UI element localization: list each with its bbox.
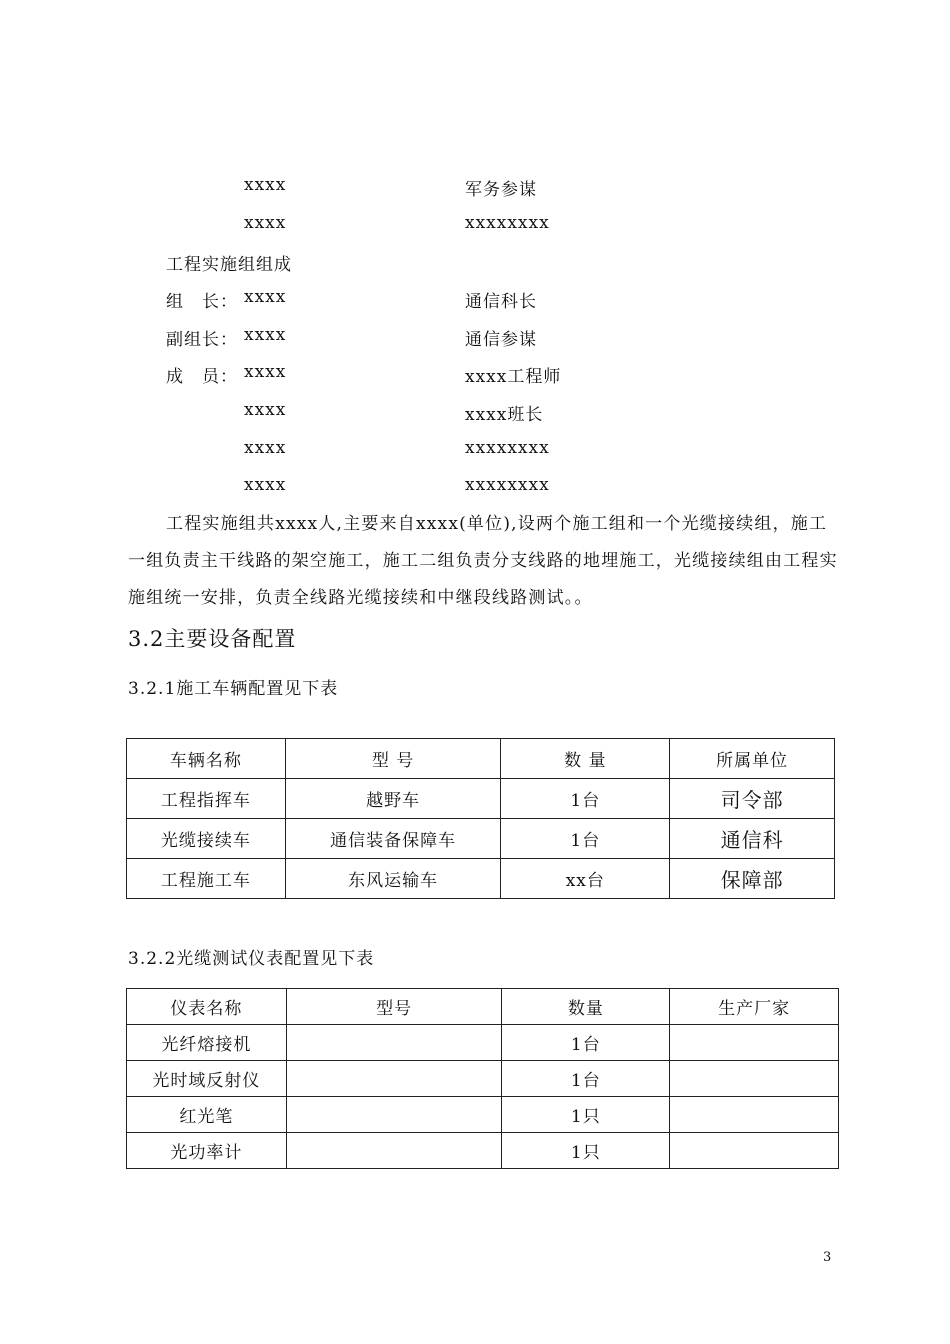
team-title: xxxx班长: [465, 405, 544, 425]
vehicle-table: [126, 738, 835, 899]
table-cell: [286, 1133, 502, 1169]
table-cell: [286, 1097, 502, 1133]
table-row: [127, 1025, 839, 1061]
table-cell: 司令部: [670, 779, 835, 819]
team-name: xxxx: [244, 287, 287, 307]
staff-name: xxxx: [244, 213, 287, 233]
table-cell: 光纤熔接机: [127, 1025, 287, 1061]
table-cell: 光缆接续车: [127, 819, 286, 859]
table-cell: [670, 1061, 839, 1097]
table-cell: [286, 1025, 502, 1061]
team-role: 组 长：: [166, 292, 238, 312]
team-title: xxxxxxxx: [465, 475, 550, 495]
header-cell: 型 号: [285, 739, 501, 779]
team-role: 副组长：: [166, 330, 238, 350]
table-row: [127, 779, 835, 819]
table-cell: 保障部: [670, 859, 835, 899]
table-cell: 工程施工车: [127, 859, 286, 899]
table-cell: 1只: [502, 1097, 670, 1133]
team-name: xxxx: [244, 438, 287, 458]
table-cell: 光功率计: [127, 1133, 287, 1169]
header-cell: 数量: [502, 989, 670, 1025]
header-cell: 生产厂家: [670, 989, 839, 1025]
team-title: xxxx工程师: [465, 367, 562, 387]
table-cell: 光时域反射仪: [127, 1061, 287, 1097]
table-cell: [670, 1133, 839, 1169]
table-cell: 通信科: [670, 819, 835, 859]
subsection-title: 3.2.1施工车辆配置见下表: [128, 679, 339, 699]
instrument-table: [126, 988, 839, 1169]
staff-name: xxxx: [244, 175, 287, 195]
table-row: [127, 1061, 839, 1097]
paragraph-text: 工程实施组共xxxx人,主要来自xxxx(单位),设两个施工组和一个光缆接续组，施工一组负责主干线路的架空施工，施工二组负责分支线路的地埋施工，光缆接续组由工程实施组统一安排，负责全线路光缆接续和中继段线路测试。。: [128, 514, 838, 608]
table-cell: [286, 1061, 502, 1097]
team-role: 成 员：: [166, 367, 238, 387]
table-cell: 1只: [502, 1133, 670, 1169]
header-cell: 仪表名称: [127, 989, 287, 1025]
team-name: xxxx: [244, 362, 287, 382]
header-cell: 数 量: [501, 739, 670, 779]
body-paragraph: [128, 506, 838, 617]
table-cell: 1台: [501, 779, 670, 819]
subsection-title: 3.2.2光缆测试仪表配置见下表: [128, 949, 375, 969]
table-cell: 越野车: [285, 779, 501, 819]
table-cell: 红光笔: [127, 1097, 287, 1133]
team-name: xxxx: [244, 475, 287, 495]
table-cell: 工程指挥车: [127, 779, 286, 819]
header-cell: 所属单位: [670, 739, 835, 779]
team-title: 通信科长: [465, 292, 537, 312]
table-header-row: [127, 989, 839, 1025]
table-cell: [670, 1097, 839, 1133]
table-cell: 通信装备保障车: [285, 819, 501, 859]
table-cell: 1台: [502, 1061, 670, 1097]
header-cell: 车辆名称: [127, 739, 286, 779]
header-cell: 型号: [286, 989, 502, 1025]
table-cell: 东风运输车: [285, 859, 501, 899]
team-title: 通信参谋: [465, 330, 537, 350]
team-title: xxxxxxxx: [465, 438, 550, 458]
table-cell: xx台: [501, 859, 670, 899]
table-cell: [670, 1025, 839, 1061]
table-header-row: [127, 739, 835, 779]
page-number: 3: [823, 1250, 832, 1265]
table-row: [127, 859, 835, 899]
table-row: [127, 1133, 839, 1169]
table-cell: 1台: [502, 1025, 670, 1061]
table-row: [127, 1097, 839, 1133]
team-name: xxxx: [244, 400, 287, 420]
team-name: xxxx: [244, 325, 287, 345]
table-cell: 1台: [501, 819, 670, 859]
table-row: [127, 819, 835, 859]
section-title: 3.2主要设备配置: [128, 627, 297, 651]
team-heading: 工程实施组组成: [166, 255, 292, 275]
staff-title: 军务参谋: [465, 180, 537, 200]
staff-title: xxxxxxxx: [465, 213, 550, 233]
